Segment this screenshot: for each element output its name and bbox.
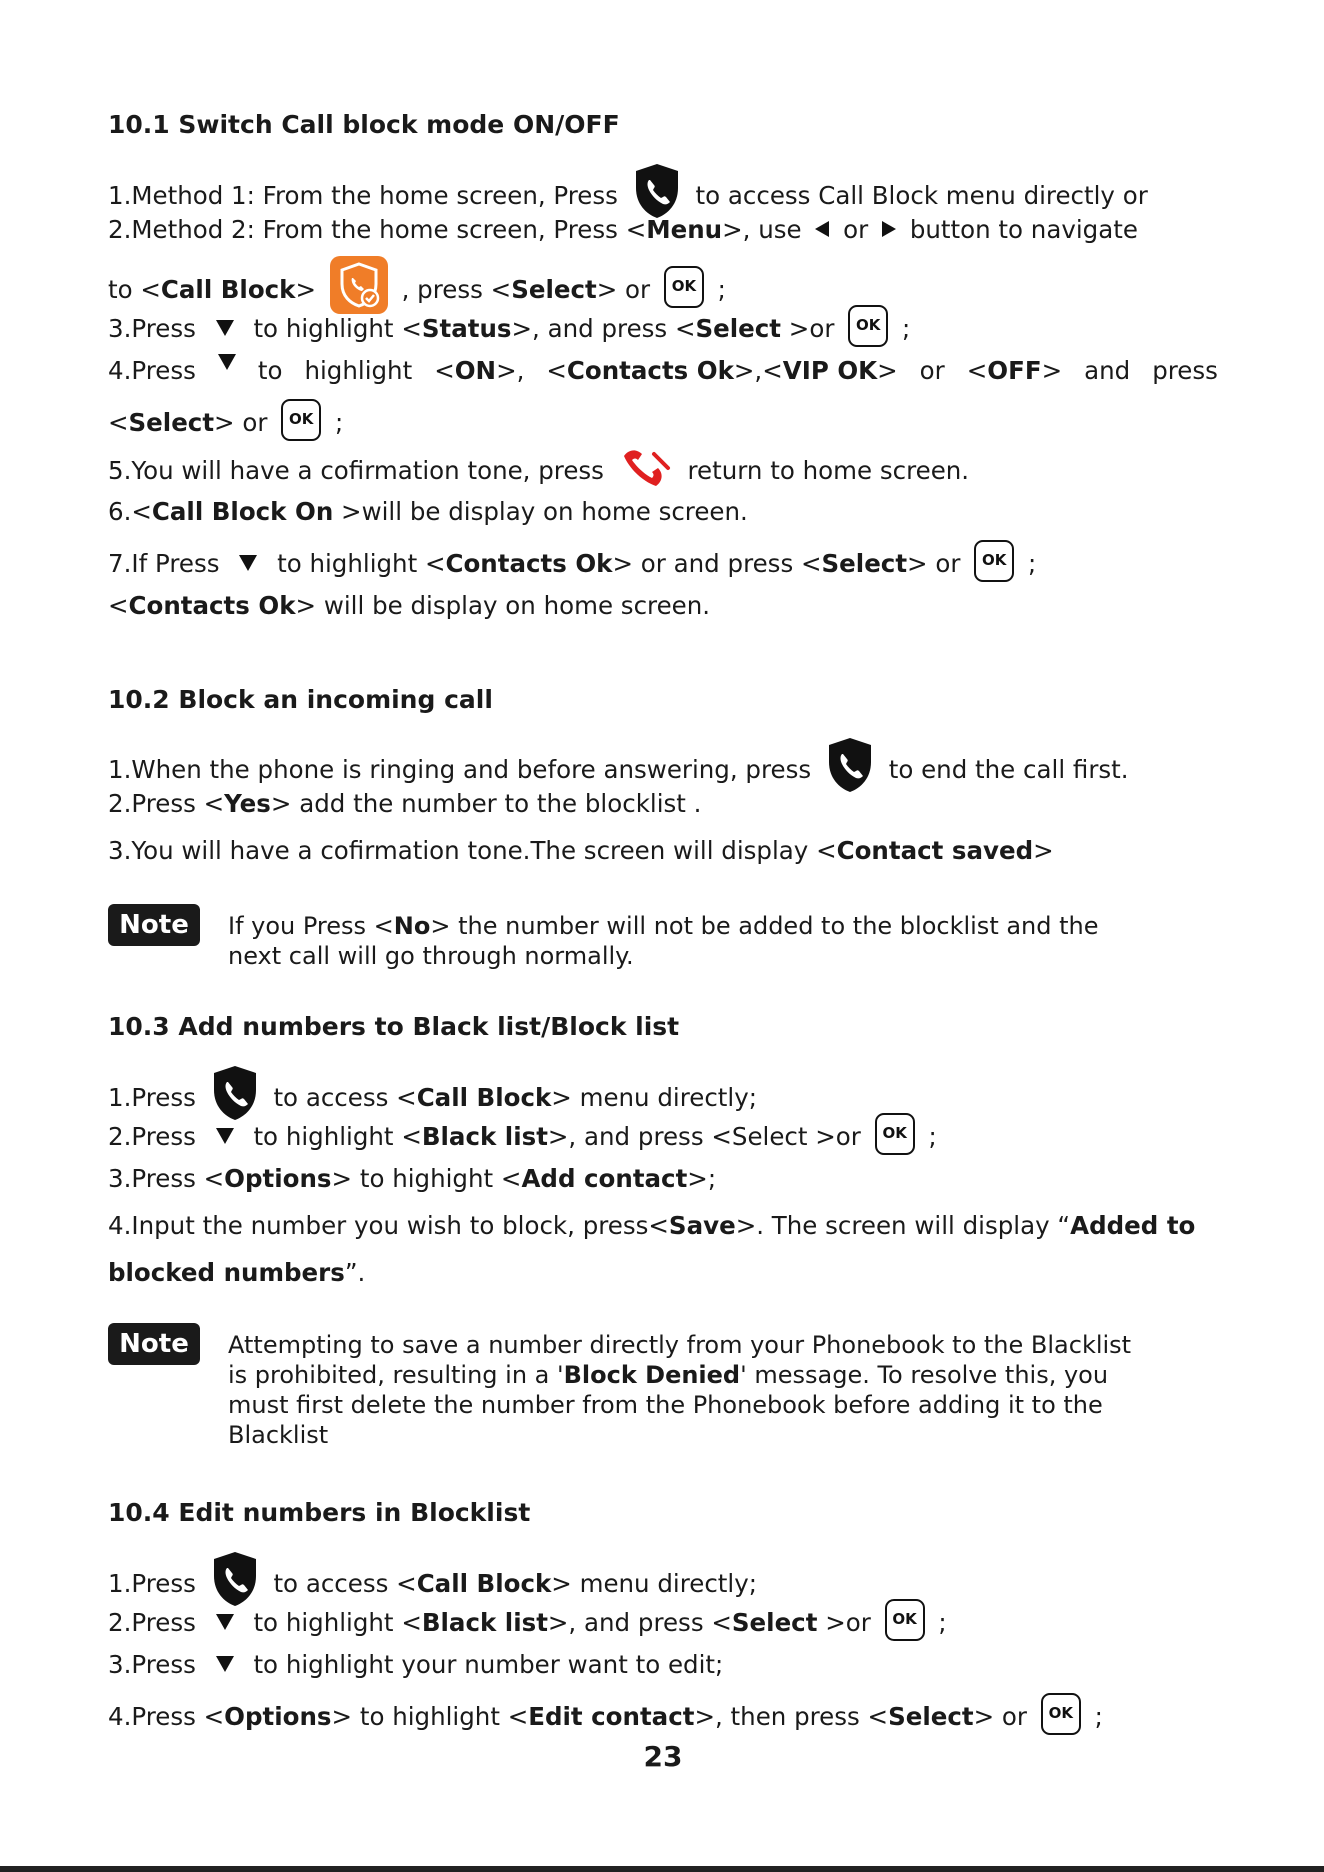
hang-up-icon <box>618 446 674 490</box>
step-text: button to navigate <box>902 215 1138 244</box>
step-text: 2.Press <box>108 1608 204 1637</box>
step-text: 2.Method 2: From the home screen, Press < <box>108 215 647 244</box>
step-line <box>108 1164 716 1194</box>
step-text: 3.Press <box>108 314 204 343</box>
call-block-label: Call Block <box>416 1569 552 1598</box>
step-text: >; <box>687 1164 717 1193</box>
edit-contact-label: Edit contact <box>528 1702 695 1731</box>
step-line <box>108 215 1138 245</box>
call-block-label: Call Block <box>160 275 296 304</box>
step-text: > or and press < <box>612 549 822 578</box>
options-label: Options <box>224 1702 332 1731</box>
step-line <box>108 1117 937 1159</box>
step-text: to access < <box>265 1569 417 1598</box>
step-text: 2.Press < <box>108 789 225 818</box>
step-text: ; <box>709 275 726 304</box>
step-line <box>108 544 1036 586</box>
step-text: 2.Press <box>108 1122 204 1151</box>
select-label: Select <box>731 1608 818 1637</box>
section-heading-10-2: 10.2 Block an incoming call <box>108 685 493 714</box>
step-line <box>108 309 910 351</box>
on-option: <ON>, <box>434 356 525 385</box>
step-text: ; <box>894 314 911 343</box>
contact-saved-label: Contact saved <box>836 836 1034 865</box>
ok-key-icon: OK <box>664 266 704 308</box>
add-contact-label: Add contact <box>521 1164 688 1193</box>
step-line <box>108 836 1054 866</box>
contacts-ok-label: Contacts Ok <box>128 591 296 620</box>
blocked-numbers-label: blocked numbers <box>108 1258 345 1287</box>
added-to-label: Added to <box>1070 1211 1196 1240</box>
section-heading-10-1: 10.1 Switch Call block mode ON/OFF <box>108 110 620 139</box>
note-line: If you Press <No> the number will not be added to the blocklist and the <box>228 912 1099 940</box>
step-text: >, then press < <box>694 1702 889 1731</box>
step-text: >, and press < <box>511 314 696 343</box>
step-text: to highlight < <box>245 1122 422 1151</box>
step-text: to highlight < <box>245 1608 422 1637</box>
step-text: 3.Press <box>108 1650 204 1679</box>
ok-key-icon: OK <box>885 1599 925 1641</box>
step-text: 1.Press <box>108 1083 204 1112</box>
select-label: Select <box>888 1702 974 1731</box>
call-block-label: Call Block <box>416 1083 552 1112</box>
down-arrow-icon <box>216 1128 234 1144</box>
step-line <box>108 497 748 527</box>
ok-key-icon: OK <box>848 305 888 347</box>
step-line <box>108 1211 1195 1241</box>
call-block-shield-icon <box>210 1550 260 1608</box>
select-label: Select <box>511 275 597 304</box>
step-text: 4.Input the number you wish to block, press< <box>108 1211 669 1240</box>
step-text: 4.Press <box>108 356 196 385</box>
ok-key-icon: OK <box>281 399 321 441</box>
step-line <box>108 1650 723 1680</box>
step-line <box>108 1258 365 1288</box>
select-label: Select <box>821 549 908 578</box>
note-badge: Note <box>108 1323 200 1365</box>
step-text: 1.Method 1: From the home screen, Press <box>108 181 626 210</box>
step-text: or <box>835 215 877 244</box>
contacts-ok-label: Contacts Ok <box>445 549 613 578</box>
step-text: > or <box>596 275 658 304</box>
step-text: ”. <box>344 1258 366 1287</box>
section-heading-10-4: 10.4 Edit numbers in Blocklist <box>108 1498 531 1527</box>
step-text: >, and press <Select >or <box>547 1122 869 1151</box>
yes-label: Yes <box>224 789 271 818</box>
step-text: 3.You will have a cofirmation tone.The screen will display < <box>108 836 837 865</box>
step-text: >, and press < <box>547 1608 732 1637</box>
note-text <box>228 911 1218 971</box>
down-arrow-icon <box>218 354 236 370</box>
step-text: > or <box>973 1702 1035 1731</box>
note-line: Blacklist <box>228 1421 329 1449</box>
step-text: >or <box>817 1608 879 1637</box>
step-text: press <box>1152 356 1218 385</box>
step-line <box>108 1697 1103 1739</box>
note-line: next call will go through normally. <box>228 942 634 970</box>
step-text: > menu directly; <box>551 1083 757 1112</box>
step-text: 7.If Press <box>108 549 228 578</box>
down-arrow-icon <box>216 1656 234 1672</box>
call-block-shield-icon <box>825 736 875 794</box>
step-text: 1.Press <box>108 1569 204 1598</box>
step-text: >. The screen will display “ <box>735 1211 1071 1240</box>
step-text: highlight <box>304 356 413 385</box>
note-badge: Note <box>108 904 200 946</box>
step-text: to highlight your number want to edit; <box>245 1650 724 1679</box>
right-arrow-icon <box>882 221 896 237</box>
step-text: > to highlight < <box>331 1702 529 1731</box>
step-text: ; <box>1086 1702 1103 1731</box>
note-text <box>228 1330 1218 1450</box>
off-option: <OFF> <box>966 356 1063 385</box>
step-text: > will be display on home screen. <box>295 591 711 620</box>
page-number: 23 <box>643 1740 683 1773</box>
down-arrow-icon <box>239 555 257 571</box>
status-label: Status <box>421 314 512 343</box>
step-text: to end the call first. <box>880 755 1129 784</box>
step-text: >, use <box>722 215 810 244</box>
step-line <box>108 591 710 621</box>
step-text: to <box>257 356 283 385</box>
section-heading-10-3: 10.3 Add numbers to Black list/Block list <box>108 1012 680 1041</box>
call-block-app-icon <box>330 256 388 314</box>
step-text: ; <box>1020 549 1037 578</box>
ok-key-icon: OK <box>974 540 1014 582</box>
note-line: must first delete the number from the Phonebook before adding it to the <box>228 1391 1103 1419</box>
black-list-label: Black list <box>421 1608 548 1637</box>
step-text: 5.You will have a cofirmation tone, press <box>108 456 612 485</box>
note-line: is prohibited, resulting in a 'Block Denied' message. To resolve this, you <box>228 1361 1109 1389</box>
step-text: > to highight < <box>331 1164 522 1193</box>
step-text: > menu directly; <box>551 1569 757 1598</box>
step-text: < <box>108 591 129 620</box>
step-text: , press < <box>393 275 512 304</box>
step-text: ; <box>327 408 344 437</box>
step-line <box>108 403 343 445</box>
step-text: to highlight < <box>245 314 422 343</box>
step-line <box>108 450 969 494</box>
step-text: > add the number to the blocklist . <box>270 789 702 818</box>
contacts-vip-options: <Contacts Ok>,<VIP OK> <box>546 356 898 385</box>
step-text: to access Call Block menu directly or <box>687 181 1148 210</box>
step-text: > or <box>214 408 276 437</box>
left-arrow-icon <box>815 221 829 237</box>
bottom-border <box>0 1866 1324 1872</box>
step-text: > <box>1033 836 1054 865</box>
step-text: 6.< <box>108 497 152 526</box>
black-list-label: Black list <box>421 1122 548 1151</box>
note-line: Attempting to save a number directly from your Phonebook to the Blacklist <box>228 1331 1132 1359</box>
ok-key-icon: OK <box>875 1113 915 1155</box>
menu-label: Menu <box>646 215 723 244</box>
ok-key-icon: OK <box>1041 1693 1081 1735</box>
step-text: return to home screen. <box>679 456 970 485</box>
select-label: Select <box>128 408 215 437</box>
step-text: to access < <box>265 1083 417 1112</box>
call-block-shield-icon <box>632 162 682 220</box>
save-label: Save <box>668 1211 736 1240</box>
step-text: to < <box>108 275 161 304</box>
step-text: >will be display on home screen. <box>333 497 748 526</box>
step-text: 1.When the phone is ringing and before answering, press <box>108 755 819 784</box>
step-line <box>108 356 1218 386</box>
call-block-shield-icon <box>210 1064 260 1122</box>
step-text: > <box>295 275 324 304</box>
step-text: or <box>919 356 945 385</box>
step-text: to highlight < <box>269 549 446 578</box>
step-text: 4.Press < <box>108 1702 225 1731</box>
step-text: ; <box>920 1122 937 1151</box>
step-line <box>108 1603 947 1645</box>
step-text: and <box>1084 356 1131 385</box>
step-text: ; <box>930 1608 947 1637</box>
step-text: > or <box>907 549 969 578</box>
down-arrow-icon <box>216 1614 234 1630</box>
select-label: Select <box>695 314 782 343</box>
step-text: >or <box>781 314 843 343</box>
options-label: Options <box>224 1164 332 1193</box>
step-line <box>108 789 701 819</box>
down-arrow-icon <box>216 320 234 336</box>
step-text: < <box>108 408 129 437</box>
call-block-on-label: Call Block On <box>151 497 334 526</box>
step-text: 3.Press < <box>108 1164 225 1193</box>
